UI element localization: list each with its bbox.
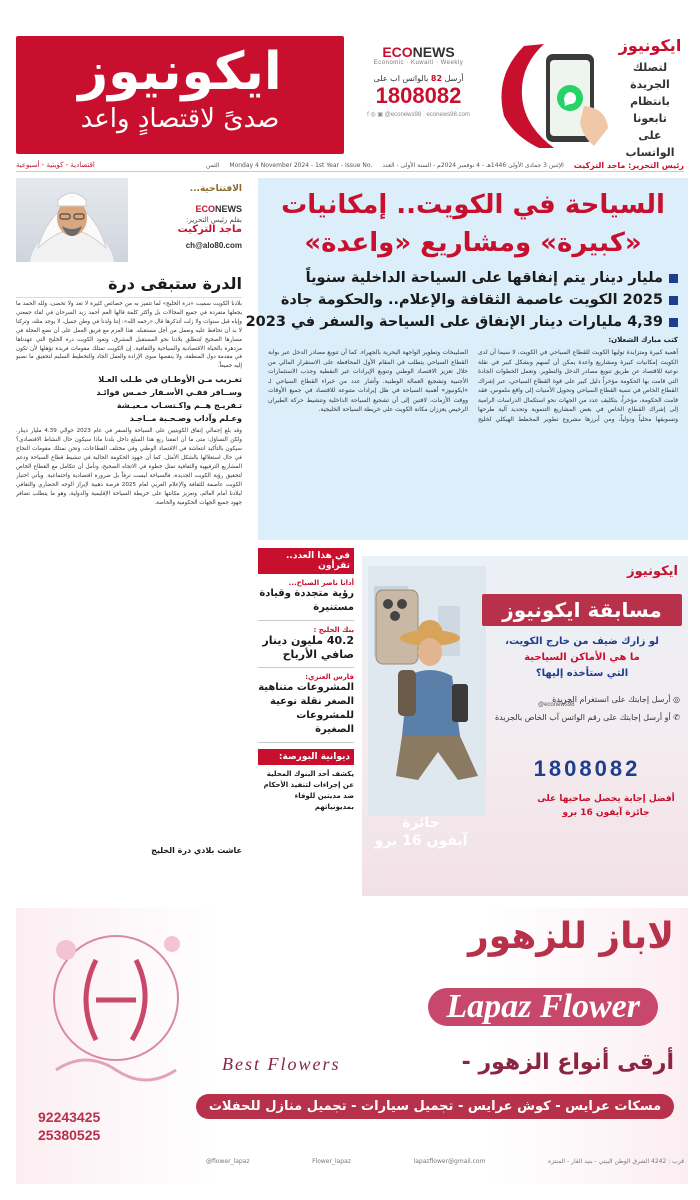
lapaz-monogram-logo — [36, 920, 196, 1090]
lead-bullet: 4,39 مليارات دينار الإنفاق على السياحة والسفر في 2023 — [268, 314, 678, 330]
issue-item[interactable]: أدانا ناصر الصباح... رؤية متجددة وقيادة مستنيرة — [258, 574, 354, 621]
author-photo — [16, 178, 128, 262]
lapaz-address: قرب : 4242 الشرق الوطن البيتي - بنيد القار - المنتزه — [548, 1158, 684, 1165]
whatsapp-phone-illustration — [484, 36, 614, 152]
editorial-column — [16, 178, 242, 998]
social-links[interactable]: f ◎ ▣ @econews98 · econews98.com — [367, 112, 470, 118]
contest-instagram-handle[interactable]: @econews98 — [538, 702, 575, 708]
byline-label: بقلم رئيس التحرير: — [185, 216, 242, 224]
lead-body: أهمية كبيرة ومتزايدة توليها الكويت للقطاع السياحي في الكويت، لا سيما أن لدى الكويت إمكانيات كبيرة ومشاريع واعدة يمكن أن تُسهم وبشكل كبير في نقلة نوعية للاقتصاد عن طريق تنويع مصادر الدخل والتطوير. وتعمل الخطوات الجادة التي قامت بها الحكومة مؤخراً دليل كبير على قوة القطاع السياحي، عبر إشراك القطاع الخاص في تنمية القطاع السياحي وتحويل الأمنيات إلى واقع ملموس. فقد قامت الحكومة، مؤخراً، بتكليف عدد من الجهات نحو استكمال الدراسات الرامية إلى إشراك القطاع الخاص في بعض المشاريع التنموية وتحديد آلية طرحها وتسويقها محلياً ودولياً، ومن أبرزها مشروع تطوير المخطط الهيكلي لخليج الصليبخات وتطوير الواجهة البحرية بالجهراء. كما أن تنويع مصادر الدخل عبر بوابة القطاع السياحي يتطلب في المقام الأول المحافظة على الاستقرار المالي من خلال تعزيز الاقتصاد الوطني وتنويع الإيرادات غير النفطية وجذب الاستثمارات الأجنبية وتشجيع العمالة الوطنية. وأشار عدد من خبراء القطاع السياحي لـ «ايكونيوز» أهمية السياحة في ظل إيرادات متنوعة للاقتصاد في جميع الأوقات ووقت الأزمات، لافتين إلى أن تشجيع السياحة الداخلية وتنشيط حركة الطيران الرخيص يعززان مكانة الكويت على خريطة السياحة الخليجية. — [268, 349, 678, 423]
brand-subtitle: Economic · Kuwaiti · Weekly — [373, 60, 464, 66]
contest-logo: ايكونيوز — [627, 564, 678, 579]
issue-item[interactable]: بنك الخليج : 40.2 مليون دينار صافي الأرباح — [258, 621, 354, 668]
bourse-diwan-text[interactable]: يكشف أحد البنوك المحلية عن إجراءات لتنفيذ الأحكام ضد مدينين للوفاء بمديونياتهم — [263, 770, 354, 811]
lead-bullet: 2025 الكويت عاصمة الثقافة والإعلام.. والحكومة جادة — [268, 292, 678, 308]
in-this-issue — [258, 548, 354, 900]
lapaz-phone-2[interactable]: 25380525 — [38, 1127, 101, 1143]
poem-line: وســافر ففـي الأسـفار خمـس فوائـد — [96, 388, 242, 398]
econews-mark: ECONEWS — [195, 204, 242, 214]
poem-line: تغـريب مـن الأوطـان في طـلب العـلا — [98, 375, 242, 385]
lead-author: كتب مبارك الشعلان: — [608, 336, 678, 344]
poem-line: وعـلم وآداب وصـحـبة مــاجـد — [129, 414, 242, 424]
newspaper-logo[interactable] — [16, 36, 344, 154]
promo-text: لتصلك الجريدة بانتظام تابعونا على الواتساب — [625, 61, 675, 159]
whatsapp-number[interactable]: 1808082 — [375, 83, 462, 108]
sms-instruction: أرسل 82 بالواتس اب على — [373, 74, 464, 83]
lead-story — [245, 178, 688, 540]
promo-logo: ايكونيوز — [618, 36, 682, 55]
in-this-issue-title: في هذا العدد.. تقرأون — [258, 548, 354, 574]
lead-bullet: مليار دينار يتم إنفاقها على السياحة الداخلية سنوياً — [268, 270, 678, 286]
editor-in-chief: رئيس التحرير: ماجد التركيت — [573, 160, 684, 170]
logo-slogan: صدىً لاقتصادٍ واعد — [80, 104, 280, 134]
instagram-icon: ◎ — [670, 695, 680, 704]
lapaz-title-en: Lapaz Flower — [428, 988, 658, 1026]
contest-prize-note: أفضل إجابة يحصل صاحبها على جائزة آيفون 16 برو — [537, 794, 675, 818]
lead-bullets — [245, 270, 678, 330]
contest-ad[interactable] — [362, 556, 688, 896]
masthead — [16, 36, 684, 159]
contest-title: مسابقة ايكونيوز — [482, 594, 682, 626]
lapaz-phone-1[interactable]: 92243425 — [38, 1109, 101, 1125]
lapaz-title-ar: لاباز للزهور — [468, 916, 674, 957]
lead-title[interactable]: السياحة في الكويت.. إمكانيات «كبيرة» ومشاريع «واعدة» — [281, 190, 665, 258]
issue-item[interactable]: فارس العنزي: المشروعات متناهية الصغر نقلة نوعية للمشروعات الصغيرة — [258, 668, 354, 743]
lapaz-handle[interactable]: @flower_lapaz — [206, 1158, 250, 1165]
contest-phone[interactable]: 1808082 — [533, 756, 641, 781]
editorial-header — [136, 184, 242, 250]
whatsapp-promo — [614, 36, 686, 159]
contest-steps — [494, 694, 680, 730]
whatsapp-subscribe-block — [361, 44, 476, 152]
bourse-diwan-title: ديوانية البورصة: — [258, 749, 354, 765]
lapaz-email[interactable]: lapazflower@gmail.com — [413, 1158, 486, 1165]
issue-price: الثمن — [206, 161, 220, 169]
logo-name: ايكونيوز — [78, 42, 282, 102]
issue-date-ar: الإثنين 3 جمادى الأولى 1446هـ - 4 نوفمبر 2024م - السنة الأولى - العدد — [382, 161, 564, 169]
lapaz-instagram[interactable]: Flower_lapaz — [312, 1158, 351, 1165]
lapaz-phones[interactable] — [38, 1108, 100, 1144]
lapaz-contact-footer — [206, 1158, 684, 1165]
lapaz-services: مسكات عرايس - كوش عرايس - تجميل سيارات - تجميل منازل للحفلات — [196, 1094, 674, 1119]
contest-prize: جائزة آيفون 16 برو — [374, 815, 468, 849]
lapaz-tagline: أرقى أنواع الزهور - — [461, 1050, 674, 1075]
poem-line: تـفريـج هــم واكـتسـاب مـعيـشة — [116, 401, 242, 411]
editorial-signoff: عاشت بلادي درة الخليج — [151, 846, 242, 855]
editorial-title[interactable]: الدرة ستبقى درة — [16, 274, 242, 298]
whatsapp-icon: ✆ — [670, 713, 680, 722]
editorial-body: بلادنا الكويت سميت «درة الخليج» لما تتميز به من خصائص كثيرة لا تعد ولا تحصى، ولله الحمد ما يجعلها متفردة في جميع المجالات بل وأكثر كلمة قالها العم أحمد زيد السرحان في لقاء جمعني وإياه قبل سنوات ولا زلت أتذكرها قال «رحمه الله»: إننا ولدنا في وطن جميل، لا يوجد مثله، وتركنا لا بد أن نحافظ عليه ونعمل من أجل مستقبله. هذا العزم مع فريق العمل على أن نضع العجلة في مسارها الصحيح لتنطلق بلادنا نحو المستقبل المشرق، وتعود الكويت درة الخليج التي عهدناها مزدهرة بالحياة الاقتصادية والسياحية والثقافية. إن الكويت تمتلك مقومات فريدة تؤهلها لأن تكون في مقدمة دول المنطقة، ولا ينقصها سوى الإرادة والعمل الجاد والتخطيط السليم لتحقيق ما نصبو إليه جميعاً. تغـريب مـن الأوطـان في طـلب العـلا وســافر ففـي الأسـفار خمـس فوائـد تـفريـج هــم واكـتسـاب مـعيـشة وعـلم وآداب وصـحـبة مــاجـد وقد بلغ إجمالي إنفاق الكويتيين على السياحة والسفر في عام 2023 حوالي 4.39 مليار دينار. ولكن التساؤل: متى ما أن انفقنا ريع هذا المبلغ داخل بلدنا ماذا سيكون حال النشاط الاقتصادي؟ سيكون بالتأكيد انتعاشة في الاقتصاد الوطني وفي مختلف القطاعات، ونحن نمتلك مقومات النجاح في حال استغلالها بالشكل الأمثل. كما أن جهود الحكومة الحالية في تنشيط قطاع السياحة ودعم المشاريع الترفيهية والثقافية تمثل خطوة في الاتجاه الصحيح، ونأمل أن تتكامل مع القطاع الخاص لتحقيق رؤية الكويت الجديدة، فالسياحة ليست ترفاً بل ضرورة اقتصادية واجتماعية. ويأتي اختيار الكويت عاصمة للثقافة والإعلام العربي لعام 2025 فرصة ذهبية لإبراز الوجه الحضاري والثقافي لبلادنا أمام العالم، وتعزيز مكانتها على خريطة السياحة الإقليمية والدولية، وهو ما يتطلب تضافر جهود جميع الجهات الحكومية والخاصة. — [16, 301, 242, 506]
author-name: ماجد التركيت — [177, 224, 242, 235]
instagram-step: ◎ أرسل إجابتك على انستغرام الجريدة — [552, 695, 680, 704]
paper-categories: اقتصادية - كويتية - أسبوعية — [16, 161, 95, 169]
traveler-photo — [368, 566, 486, 816]
whatsapp-step: ✆ أو أرسل إجابتك على رقم الواتس آب الخاص بالجريدة — [494, 713, 680, 722]
lapaz-best-flowers: Best Flowers — [222, 1054, 341, 1074]
issue-date-en: Monday 4 November 2024 - 1st Year - Issue No. — [229, 161, 373, 169]
contest-question: لو زارك ضيف من خارج الكويت، ما هي الأماكن السياحية التي ستأخذه إليها؟ — [505, 636, 659, 679]
section-label: الافتتاحية... — [189, 184, 242, 194]
econews-brand: ECONEWS — [382, 44, 455, 60]
issue-info-bar — [16, 159, 684, 172]
lapaz-flower-ad[interactable] — [16, 908, 688, 1184]
author-email[interactable]: ch@alo80.com — [185, 241, 242, 250]
